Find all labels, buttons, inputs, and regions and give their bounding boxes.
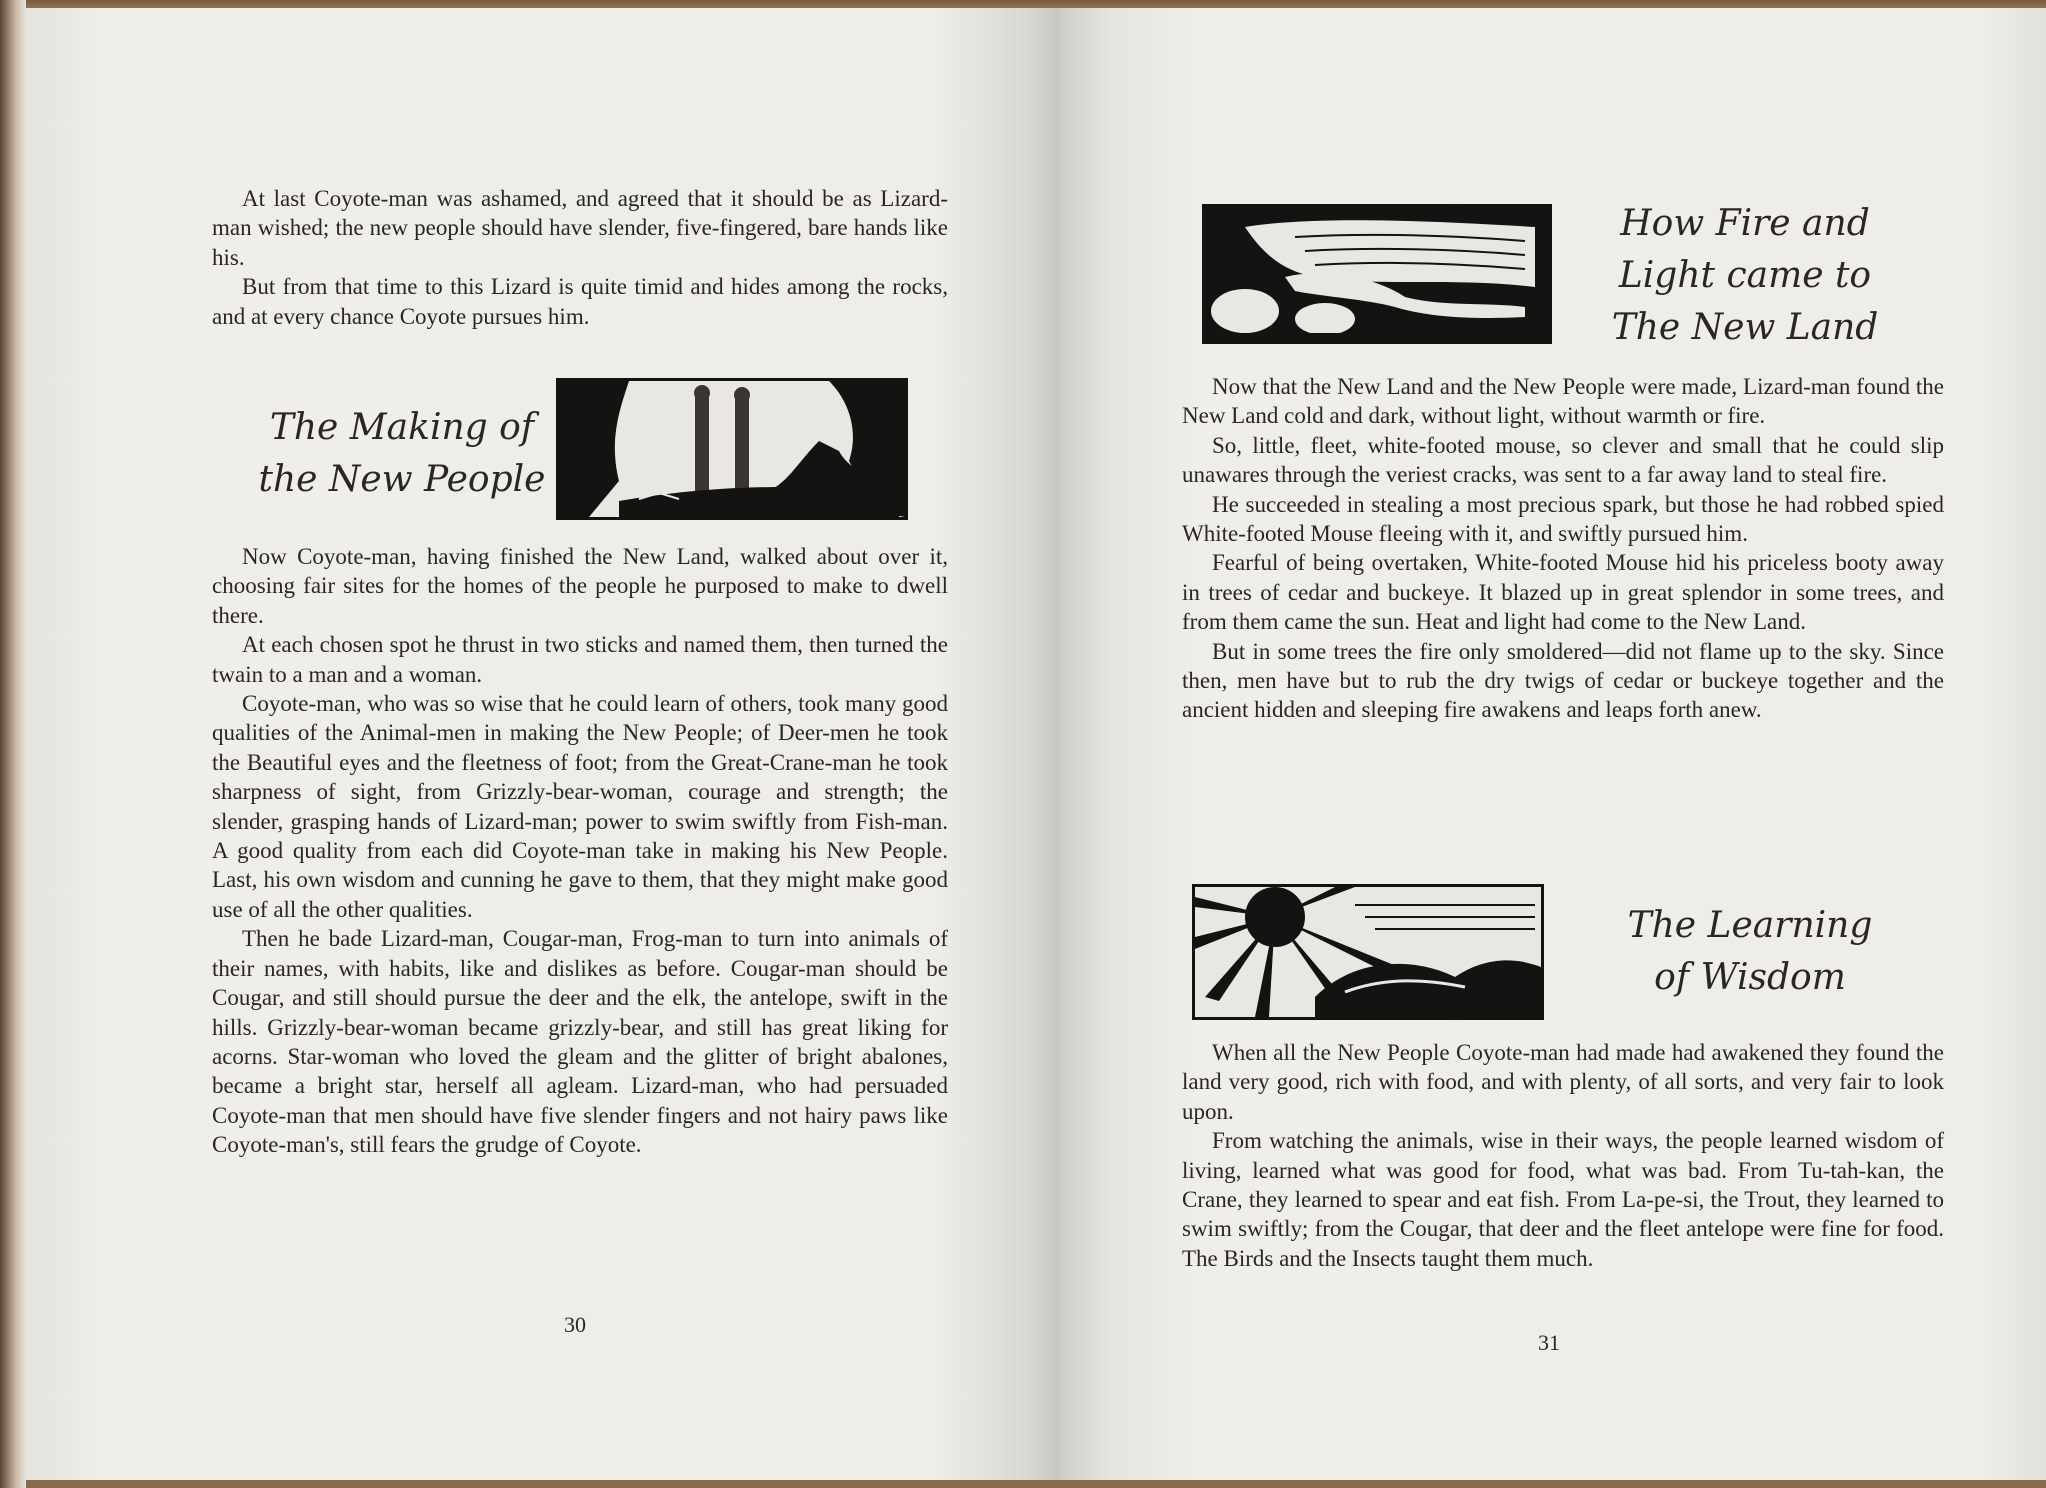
paragraph: But from that time to this Lizard is quite timid and hides among the rocks, and at every chance Coyote pursues him. (212, 274, 948, 329)
paragraph: Coyote-man, who was so wise that he could learn of others, took many good qualities of the Animal-men in making the New People; of Deer-men he took the Beautiful eyes and the fleetness of foot; from the Great-Crane-man he took sharpness of sight, from Grizzly-bear-woman, courage and strength; the slender, grasping hands of Lizard-man; power to swim swiftly from Fish-man. A good quality from each did Coyote-man take in making his New People. Last, his own wisdom and cunning he gave to them, that they might make good use of all the other qualities. (212, 691, 948, 922)
paragraph: When all the New People Coyote-man had made had awakened they found the land very good, rich with food, and with plenty, of all sorts, and very fair to look upon. (1182, 1040, 1944, 1124)
title-line: How Fire and (1620, 203, 1870, 244)
woodcut-sunrise-sleepers (1192, 884, 1544, 1020)
title-line: The Learning (1627, 905, 1873, 946)
paragraph: Then he bade Lizard-man, Cougar-man, Frog-man to turn into animals of their names, with habits, like and dislikes as before. Cougar-man should be Cougar, and still should pursue the deer and the elk, the antelope, swift in the hills. Grizzly-bear-woman became grizzly-bear, and still has great liking for acorns. Star-woman who loved the gleam and the glitter of bright abalones, became a bright star, herself all agleam. Lizard-man, who had persuaded Coyote-man that men should have five slender fingers and not hairy paws like Coyote-man's, still fears the grudge of Coyote. (212, 926, 948, 1158)
paragraph: At last Coyote-man was ashamed, and agreed that it should be as Lizard-man wished; the new people should have slender, five-fingered, bare hands like his. (212, 186, 948, 270)
section-title-how-fire-light (1580, 198, 1910, 354)
left-page (22, 8, 1060, 1480)
title-line: The New Land (1611, 307, 1879, 348)
woodcut-two-figures-trees (556, 378, 908, 520)
right-page (1060, 8, 2046, 1480)
paragraph: Now that the New Land and the New People were made, Lizard-man found the New Land cold and dark, without light, without warmth or fire. (1182, 374, 1944, 429)
section-title-making-new-people (252, 402, 552, 506)
paragraph: He succeeded in stealing a most precious spark, but those he had robbed spied White-footed Mouse fleeing with it, and swiftly pursued him. (1182, 491, 1944, 547)
paragraph: From watching the animals, wise in their ways, the people learned wisdom of living, learned what was good for food, what was bad. From Tu-tah-kan, the Crane, they learned to spear and eat fish. From La-pe-si, the Trout, they learned to swim swiftly; from the Cougar, that deer and the fleet antelope were fine for food. The Birds and the Insects taught them much. (1182, 1128, 1944, 1271)
woodcut-mouse-with-fire (1202, 204, 1552, 344)
paragraph: So, little, fleet, white-footed mouse, so clever and small that he could slip unawares through the veriest cracks, was sent to a far away land to steal fire. (1182, 432, 1944, 488)
paragraph: But in some trees the fire only smoldered—did not flame up to the sky. Since then, men have but to rub the dry twigs of cedar or buckeye together and the ancient hidden and sleeping fire awakens and leaps forth anew. (1182, 638, 1944, 723)
title-line: the New People (258, 459, 546, 500)
page-number-right: 31 (1538, 1330, 1560, 1355)
title-line: Light came to (1618, 255, 1872, 296)
right-section2-text (1182, 1038, 1944, 1273)
title-line: of Wisdom (1654, 957, 1846, 998)
right-section1-text (1182, 372, 1944, 725)
book-left-edge (0, 0, 26, 1488)
title-line: The Making of (269, 407, 535, 448)
paragraph: Fearful of being overtaken, White-footed Mouse hid his priceless booty away in trees of cedar and buckeye. It blazed up in great splendor in some trees, and from them came the sun. Heat and light had come to the New Land. (1182, 550, 1944, 635)
paragraph: Now Coyote-man, having finished the New Land, walked about over it, choosing fair sites for the homes of the people he purposed to make to dwell there. (212, 544, 948, 628)
page-number-left: 30 (564, 1312, 586, 1337)
left-section-text (212, 542, 948, 1160)
left-intro-text (212, 184, 948, 331)
section-title-learning-wisdom (1600, 900, 1900, 1004)
paragraph: At each chosen spot he thrust in two sticks and named them, then turned the twain to a man and a woman. (212, 632, 948, 687)
